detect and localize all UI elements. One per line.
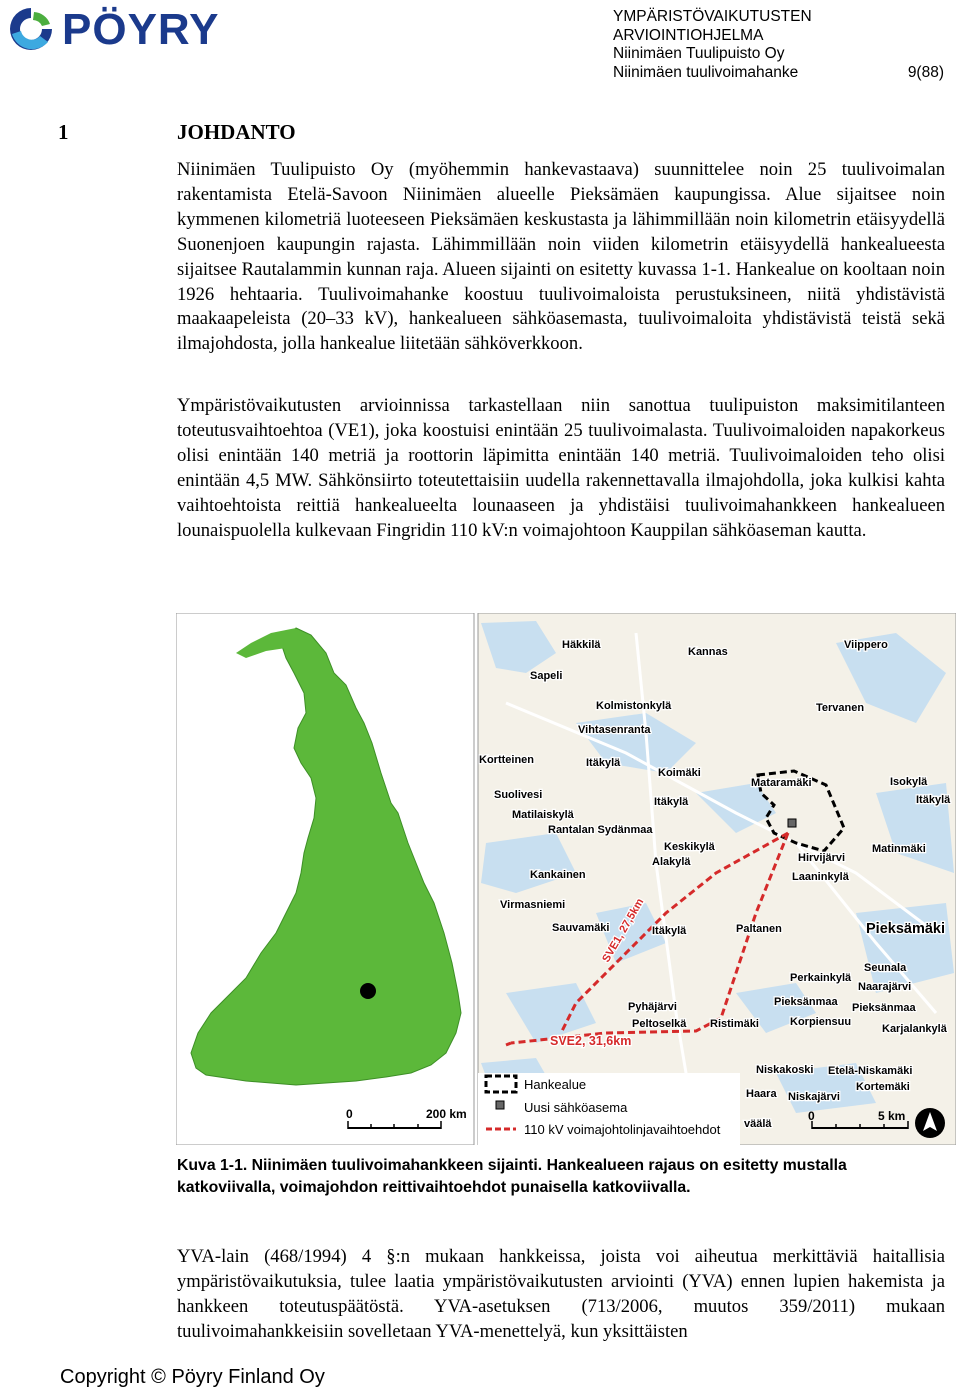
logo-wordmark: PÖYRY bbox=[62, 5, 220, 54]
substation-marker bbox=[788, 819, 796, 827]
paragraph-2: Ympäristövaikutusten arvioinnissa tarkastellaan niin sanottua tuulipuiston maksimitilanteen toteutusvaihtoehtoa (VE1), joka koostuisi enintään 25 tuulivoimalasta. Tuulivoimaloiden napakorkeus olisi enintään 140 metriä ja roottorin läpimitta enintään 140 metriä. Tuulivoimaloiden teho olisi enintään 4,5 MW. Sähkönsiirto toteutettaisiin uudella rakennettavalla ilmajohdolla, joka kulkisi kahta vaihtoehtoista reittiä hankealueelta lounaaseen ja yhdistäisi tuulivoimahankkeen hankealueen lounaispuolella kulkevaan Fingridin 110 kV:n voimajohtoon Kauppilan sähköaseman kautta. bbox=[177, 395, 945, 541]
section-number: 1 bbox=[58, 120, 69, 144]
route-sve2-label: SVE2, 31,6km bbox=[550, 1034, 632, 1048]
place-laaninkyla: Laaninkylä bbox=[792, 871, 849, 883]
legend-hankealue: Hankealue bbox=[524, 1077, 587, 1092]
place-itakyla-4: Itäkylä bbox=[652, 925, 687, 937]
place-hirvijarvi: Hirvijärvi bbox=[798, 852, 846, 864]
legend-substation-symbol bbox=[496, 1101, 504, 1109]
doc-type-line1: YMPÄRISTÖVAIKUTUSTEN bbox=[613, 8, 812, 25]
overview-scale-max: 200 km bbox=[426, 1107, 467, 1121]
poyry-logo-icon bbox=[4, 4, 58, 54]
poyry-logo bbox=[4, 4, 244, 54]
place-vihtasenranta: Vihtasenranta bbox=[578, 724, 651, 736]
paragraph-1: Niinimäen Tuulipuisto Oy (myöhemmin hankevastaava) suunnittelee noin 25 tuulivoimalan rakentamista Etelä-Savoon Niinimäen alueelle Pieksämäen kaupungissa. Alue sijaitsee noin kymmenen kilometriä luoteeseen Pieksämäen keskustasta ja lähimmillään noin kilometrin etäisyydellä Suonenjoen kaupungin rajasta. Lähimmillään noin viiden kilometrin etäisyydellä hankealueesta sijaitsee Rautalammin kunnan raja. Alueen sijainti on esitetty kuvassa 1-1. Hankealue on kooltaan noin 1926 hehtaaria. Tuulivoimahanke koostuu tuulivoimaloista perustuksineen, niitä yhdistävistä maakaapeleista (20–33 kV), hankealueen sähköasemasta, tuulivoimaloita yhdistävistä teistä sekä ilmajohdosta, jolla hankealue liitetään sähköverkkoon. bbox=[177, 159, 945, 355]
figure-caption: Kuva 1-1. Niinimäen tuulivoimahankkeen sijainti. Hankealueen rajaus on esitetty mustalla katkoviivalla, voimajohdon reittivaihtoehdot punaisella katkoviivalla. bbox=[177, 1157, 847, 1196]
place-niskajarvi: Niskajärvi bbox=[788, 1091, 840, 1103]
place-rantalan-sydanmaa: Rantalan Sydänmaa bbox=[548, 824, 653, 836]
place-itakyla-2: Itäkylä bbox=[916, 794, 951, 806]
place-korpiensuu: Korpiensuu bbox=[790, 1016, 852, 1028]
overview-scale-zero: 0 bbox=[346, 1107, 353, 1121]
place-vaala: väälä bbox=[744, 1118, 772, 1130]
legend-powerline: 110 kV voimajohtolinjavaihtoehdot bbox=[524, 1122, 721, 1137]
place-etela-niskamaki: Etelä-Niskamäki bbox=[828, 1065, 913, 1077]
doc-type-line2: ARVIOINTIOHJELMA bbox=[613, 26, 764, 44]
project-location-dot bbox=[360, 983, 376, 999]
place-matilaiskyla: Matilaiskylä bbox=[512, 809, 574, 821]
legend-substation: Uusi sähköasema bbox=[524, 1100, 628, 1115]
page-number: 9(88) bbox=[907, 64, 944, 81]
place-sapeli: Sapeli bbox=[530, 670, 563, 682]
place-hakkila: Häkkilä bbox=[562, 639, 601, 651]
place-haara: Haara bbox=[746, 1088, 777, 1100]
paragraph-3: YVA-lain (468/1994) 4 §:n mukaan hankkeissa, joista voi aiheutua merkittäviä haitallisia ympäristövaikutuksia, tulee laatia ympäristövaikutusten arviointi (YVA) ennen lupien hakemista ja hankkeen toteutuspäätöstä. YVA-asetuksen (713/2006, muutos 359/2011) mukaan tuulivoimahankkeisiin sovelletaan YVA-menettelyä, kun yksittäisten bbox=[177, 1246, 945, 1342]
place-pyhajarvi: Pyhäjärvi bbox=[628, 1001, 677, 1013]
place-pieksanmaa: Pieksänmaa bbox=[774, 996, 838, 1008]
place-tervanen: Tervanen bbox=[816, 702, 865, 714]
place-virmasniemi: Virmasniemi bbox=[500, 899, 566, 911]
place-mataramaki: Mataramäki bbox=[751, 777, 812, 789]
place-keskikyla: Keskikylä bbox=[664, 841, 715, 853]
section-title: JOHDANTO bbox=[177, 120, 296, 144]
document-header bbox=[613, 8, 812, 82]
place-itakyla-3: Itäkylä bbox=[654, 796, 689, 808]
place-kankainen: Kankainen bbox=[530, 869, 586, 881]
place-koimaki: Koimäki bbox=[658, 767, 701, 779]
place-kannas: Kannas bbox=[688, 646, 728, 658]
route-connection bbox=[506, 1043, 511, 1045]
place-itakyla-1: Itäkylä bbox=[586, 757, 621, 769]
north-arrow-icon bbox=[915, 1108, 945, 1138]
place-matinmaki: Matinmäki bbox=[872, 843, 926, 855]
place-karjalankyla: Karjalankylä bbox=[882, 1023, 947, 1035]
place-ristimaki: Ristimäki bbox=[710, 1018, 759, 1030]
place-sauvamaki: Sauvamäki bbox=[552, 922, 610, 934]
place-peltoselka: Peltoselkä bbox=[632, 1018, 687, 1030]
detail-scale-max: 5 km bbox=[878, 1109, 906, 1123]
place-kortteinen: Kortteinen bbox=[479, 754, 534, 766]
place-kortemaki: Kortemäki bbox=[856, 1081, 910, 1093]
place-niskakoski: Niskakoski bbox=[756, 1064, 814, 1076]
place-kolmistonkyla: Kolmistonkylä bbox=[596, 700, 672, 712]
place-alakyla: Alakylä bbox=[652, 856, 691, 868]
place-suolivesi: Suolivesi bbox=[494, 789, 543, 801]
project-name: Niinimäen tuulivoimahanke bbox=[613, 63, 799, 81]
place-perkainkyla: Perkainkylä bbox=[790, 972, 852, 984]
company-name: Niinimäen Tuulipuisto Oy bbox=[613, 45, 785, 62]
place-seunala: Seunala bbox=[864, 962, 907, 974]
footer-copyright: Copyright © Pöyry Finland Oy bbox=[60, 1366, 325, 1388]
place-viippero: Viippero bbox=[844, 639, 888, 651]
detail-scale-zero: 0 bbox=[808, 1109, 815, 1123]
location-map-svg bbox=[176, 613, 956, 1145]
place-pieksanmaa-2: Pieksänmaa bbox=[852, 1002, 916, 1014]
place-naarajarvi: Naarajärvi bbox=[858, 981, 912, 993]
place-pieksamaki: Pieksämäki bbox=[866, 921, 946, 937]
route-sve1-label: SVE1, 27,5km bbox=[600, 896, 647, 965]
place-isokyla: Isokylä bbox=[890, 776, 928, 788]
place-paltanen: Paltanen bbox=[736, 923, 782, 935]
location-map-figure bbox=[176, 613, 956, 1145]
